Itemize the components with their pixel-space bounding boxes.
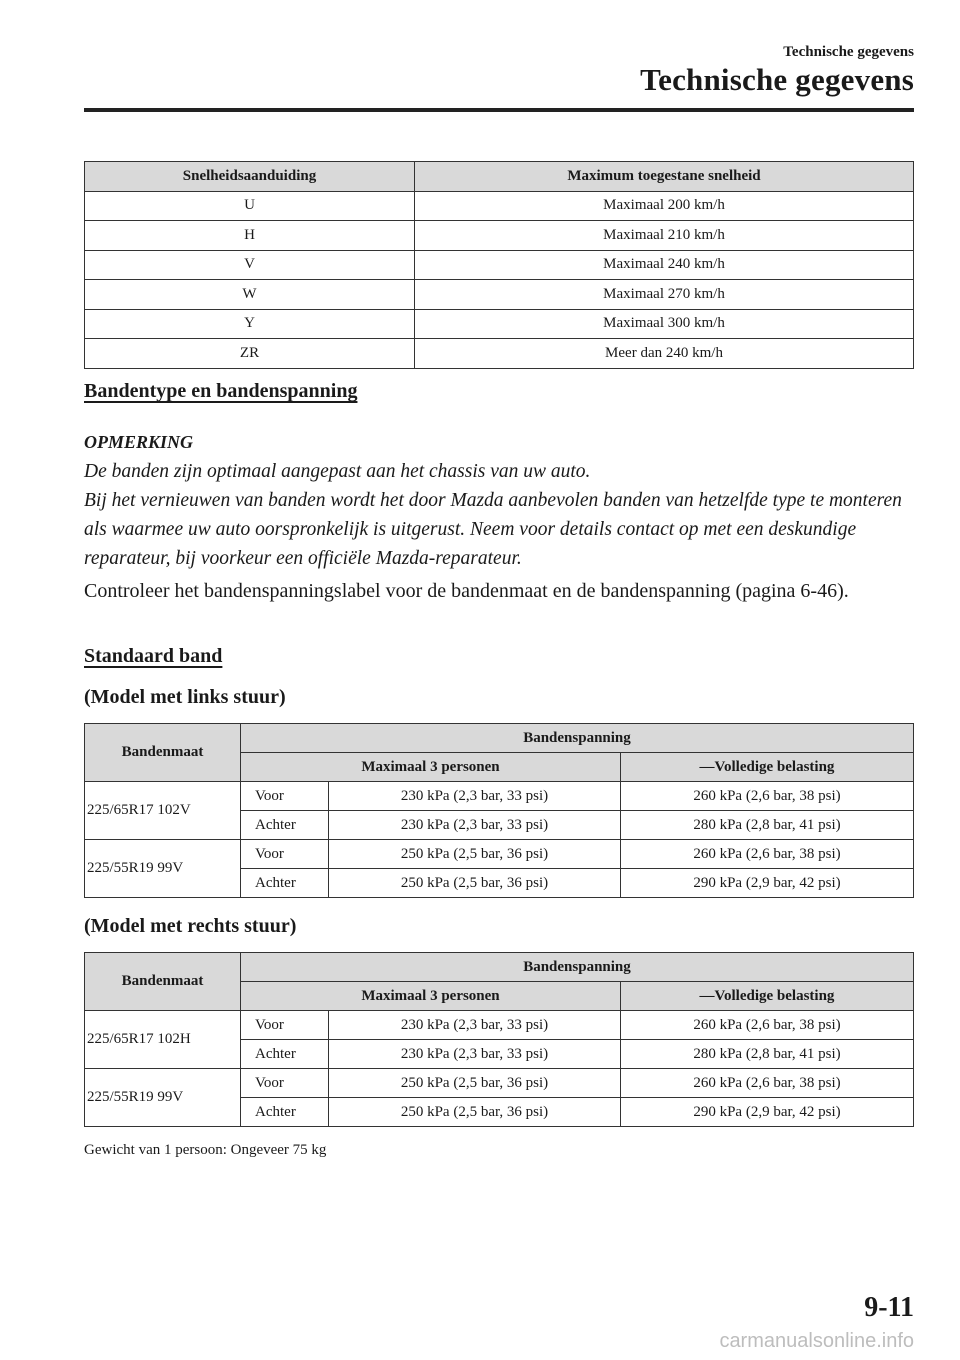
column-header-full: —Volledige belasting — [621, 753, 914, 782]
pressure-full: 280 kPa (2,8 bar, 41 psi) — [621, 811, 914, 840]
pressure-max3: 230 kPa (2,3 bar, 33 psi) — [329, 782, 621, 811]
column-header-pressure: Bandenspanning — [241, 953, 914, 982]
max-speed: Maximaal 200 km/h — [415, 191, 914, 221]
tire-position: Voor — [241, 840, 329, 869]
rhd-tire-pressure-table — [84, 952, 914, 1127]
table-row — [85, 221, 914, 251]
speed-code: V — [85, 250, 415, 280]
table-header-row — [85, 953, 914, 982]
rhd-title: (Model met rechts stuur) — [84, 915, 297, 937]
pressure-full: 260 kPa (2,6 bar, 38 psi) — [621, 1011, 914, 1040]
tire-position: Voor — [241, 1011, 329, 1040]
max-speed: Maximaal 210 km/h — [415, 221, 914, 251]
pressure-max3: 250 kPa (2,5 bar, 36 psi) — [329, 840, 621, 869]
table-header-row — [85, 724, 914, 753]
column-header-size: Bandenmaat — [85, 953, 241, 1011]
pressure-max3: 230 kPa (2,3 bar, 33 psi) — [329, 811, 621, 840]
section-heading: Bandentype en bandenspanning — [84, 380, 358, 402]
table-row — [85, 339, 914, 369]
speed-code: W — [85, 280, 415, 310]
table-row — [85, 280, 914, 310]
column-header-size: Bandenmaat — [85, 724, 241, 782]
column-header-max3: Maximaal 3 personen — [241, 982, 621, 1011]
pressure-full: 280 kPa (2,8 bar, 41 psi) — [621, 1040, 914, 1069]
max-speed: Maximaal 240 km/h — [415, 250, 914, 280]
pressure-max3: 230 kPa (2,3 bar, 33 psi) — [329, 1011, 621, 1040]
tire-size: 225/55R19 99V — [85, 1069, 241, 1127]
tire-position: Achter — [241, 1098, 329, 1127]
column-header-pressure: Bandenspanning — [241, 724, 914, 753]
lhd-title: (Model met links stuur) — [84, 686, 286, 708]
table-row — [85, 191, 914, 221]
pressure-full: 290 kPa (2,9 bar, 42 psi) — [621, 869, 914, 898]
pressure-max3: 250 kPa (2,5 bar, 36 psi) — [329, 869, 621, 898]
table-row — [85, 250, 914, 280]
section-header-title: Technische gegevens — [640, 62, 914, 97]
table-row — [85, 840, 914, 869]
note-line: Bij het vernieuwen van banden wordt het door Mazda aanbevolen banden van hetzelfde type te monteren als waarmee uw auto oorspronkelijk is uitgerust. Neem voor details contact op met een deskundige reparateur, bij voorkeur een officiële Mazda-reparateur. — [84, 490, 902, 569]
table-header-row — [85, 162, 914, 192]
tire-position: Voor — [241, 782, 329, 811]
speed-code: H — [85, 221, 415, 251]
table-row — [85, 309, 914, 339]
tire-position: Achter — [241, 869, 329, 898]
tire-position: Achter — [241, 1040, 329, 1069]
max-speed: Maximaal 270 km/h — [415, 280, 914, 310]
pressure-full: 290 kPa (2,9 bar, 42 psi) — [621, 1098, 914, 1127]
column-header-max3: Maximaal 3 personen — [241, 753, 621, 782]
table-row — [85, 1011, 914, 1040]
note-line: De banden zijn optimaal aangepast aan het chassis van uw auto. — [84, 461, 591, 482]
tire-size: 225/65R17 102H — [85, 1011, 241, 1069]
lhd-tire-pressure-table — [84, 723, 914, 898]
pressure-max3: 250 kPa (2,5 bar, 36 psi) — [329, 1098, 621, 1127]
pressure-max3: 230 kPa (2,3 bar, 33 psi) — [329, 1040, 621, 1069]
column-header: Snelheidsaanduiding — [85, 162, 415, 192]
tire-size: 225/65R17 102V — [85, 782, 241, 840]
column-header-full: —Volledige belasting — [621, 982, 914, 1011]
speed-code: ZR — [85, 339, 415, 369]
footnote: Gewicht van 1 persoon: Ongeveer 75 kg — [84, 1142, 327, 1158]
max-speed: Maximaal 300 km/h — [415, 309, 914, 339]
tire-size: 225/55R19 99V — [85, 840, 241, 898]
pressure-max3: 250 kPa (2,5 bar, 36 psi) — [329, 1069, 621, 1098]
note-text — [84, 457, 924, 573]
pressure-full: 260 kPa (2,6 bar, 38 psi) — [621, 782, 914, 811]
page-number: 9-11 — [864, 1292, 914, 1323]
speed-code: U — [85, 191, 415, 221]
section-header-small: Technische gegevens — [783, 44, 914, 60]
watermark: carmanualsonline.info — [719, 1330, 914, 1352]
header-rule — [84, 108, 914, 112]
subsection-heading: Standaard band — [84, 645, 223, 667]
speed-rating-table — [84, 161, 914, 369]
table-row — [85, 1069, 914, 1098]
max-speed: Meer dan 240 km/h — [415, 339, 914, 369]
body-paragraph: Controleer het bandenspanningslabel voor de bandenmaat en de bandenspanning (pagina 6-46). — [84, 580, 849, 602]
tire-position: Achter — [241, 811, 329, 840]
table-row — [85, 782, 914, 811]
speed-code: Y — [85, 309, 415, 339]
note-label: OPMERKING — [84, 432, 194, 452]
column-header: Maximum toegestane snelheid — [415, 162, 914, 192]
tire-position: Voor — [241, 1069, 329, 1098]
pressure-full: 260 kPa (2,6 bar, 38 psi) — [621, 840, 914, 869]
pressure-full: 260 kPa (2,6 bar, 38 psi) — [621, 1069, 914, 1098]
